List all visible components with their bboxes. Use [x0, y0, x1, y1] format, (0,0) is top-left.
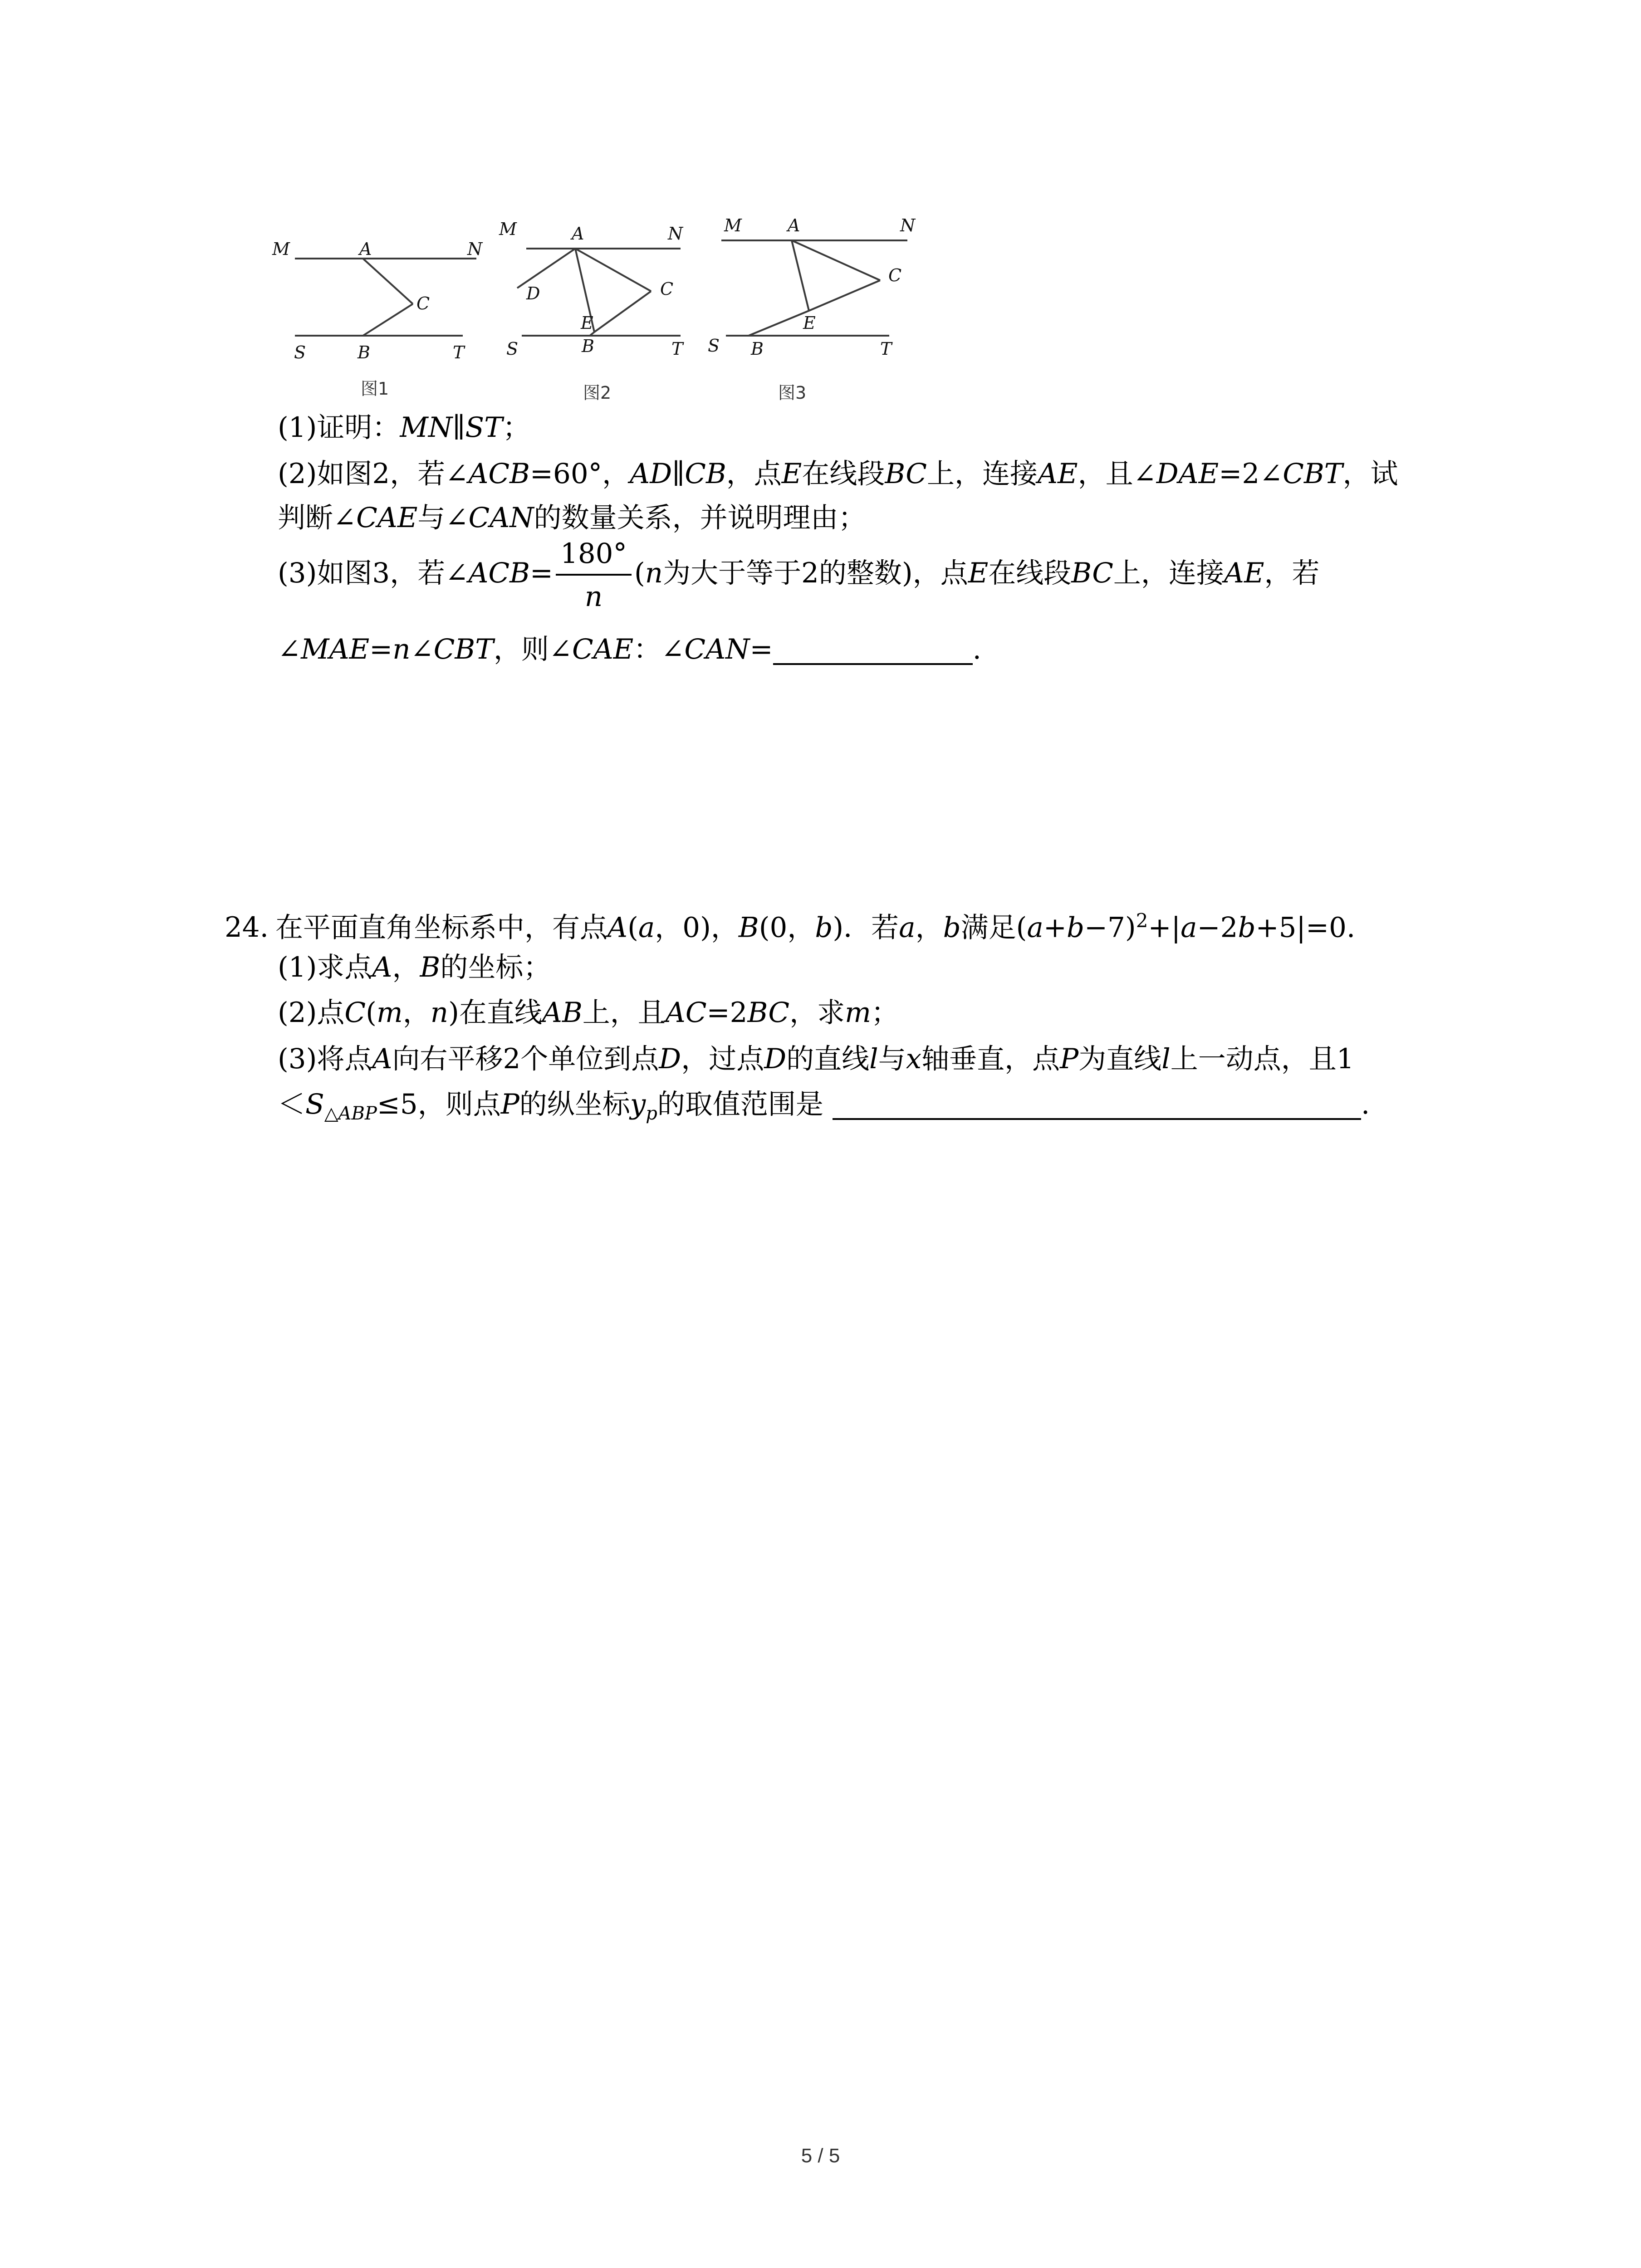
label-c: C — [416, 293, 430, 313]
label-e: E — [803, 313, 816, 333]
label-n: N — [668, 224, 683, 244]
answer-blank-q23-3[interactable] — [773, 656, 973, 665]
label-s: S — [506, 339, 519, 359]
label-s: S — [294, 342, 306, 362]
q23-part1: (1)证明：MN∥ST； — [278, 411, 530, 444]
label-a: A — [788, 215, 800, 235]
figure-3 — [708, 213, 935, 404]
label-b: B — [751, 339, 764, 359]
q23-part2-line2: 判断∠CAE与∠CAN的数量关系，并说明理由； — [278, 502, 866, 534]
q24-part1: (1)求点A，B的坐标； — [278, 951, 551, 983]
segment-eb — [749, 311, 809, 336]
label-b: B — [582, 336, 594, 356]
q23-part3-line1: (3)如图3，若∠ACB= $\frac{180^\circ}{n}$ (n为大于等于2的整数)，点E在线段BC上，连接AE，若 — [278, 538, 1320, 613]
segment-ac — [792, 240, 880, 280]
label-d: D — [526, 284, 540, 303]
page-number: 5 / 5 — [801, 2145, 840, 2167]
label-c: C — [660, 279, 674, 299]
q24-part2: (2)点C(m，n)在直线AB上，且AC=2BC，求m； — [278, 997, 899, 1029]
label-m: M — [499, 219, 517, 239]
label-t: T — [671, 339, 683, 359]
figure-3-diagram — [708, 213, 935, 404]
label-e: E — [581, 313, 593, 333]
segment-ce — [809, 280, 880, 311]
label-t: T — [453, 342, 465, 362]
q24-part3-line2: $<S_{\triangle ABP}\le 5$，则点P的纵坐标$y_p$的取值范围是 . — [278, 1088, 1370, 1124]
label-c: C — [888, 265, 902, 285]
label-a: A — [572, 224, 584, 244]
fraction-180-over-n — [556, 540, 632, 611]
segment-ad — [517, 249, 575, 288]
label-t: T — [880, 339, 892, 359]
label-a: A — [359, 239, 372, 259]
figure-2 — [499, 213, 708, 404]
fraction-numerator: 180° — [556, 540, 632, 576]
answer-blank-q24-3[interactable] — [833, 1111, 1361, 1120]
segment-ae — [792, 240, 809, 311]
label-m: M — [272, 239, 290, 259]
label-s: S — [708, 336, 720, 356]
segment-cb — [363, 304, 413, 336]
figure-1-caption: 图1 — [361, 379, 389, 399]
q24-number: 24. — [225, 911, 269, 944]
figure-3-caption: 图3 — [778, 383, 807, 403]
label-n: N — [467, 239, 483, 259]
segment-ac — [363, 259, 413, 304]
fraction-denominator: n — [584, 581, 603, 613]
segment-ce — [594, 291, 651, 332]
q24-stem: 24. 在平面直角坐标系中，有点A(a，0)，B(0，b)．若a，b满足$(a+b-7)^2+|a-2b+5|=0$. — [225, 903, 1355, 946]
q23-part3-line2: ∠MAE=n∠CBT，则∠CAE：∠CAN= . — [278, 633, 982, 665]
q23-part2-line1: (2)如图2，若∠ACB=60°，AD∥CB，点E在线段BC上，连接AE，且∠DAE=2∠CBT，试 — [278, 458, 1398, 490]
label-b: B — [358, 342, 370, 362]
label-m: M — [724, 215, 742, 235]
figure-2-diagram — [499, 213, 708, 404]
segment-ac — [575, 249, 651, 291]
label-n: N — [900, 215, 916, 235]
q24-part3-line1: (3)将点A向右平移2个单位到点D，过点D的直线l与x轴垂直，点P为直线l上一动点，且1 — [278, 1043, 1354, 1075]
figure-2-caption: 图2 — [583, 383, 612, 403]
figure-1 — [272, 213, 490, 404]
